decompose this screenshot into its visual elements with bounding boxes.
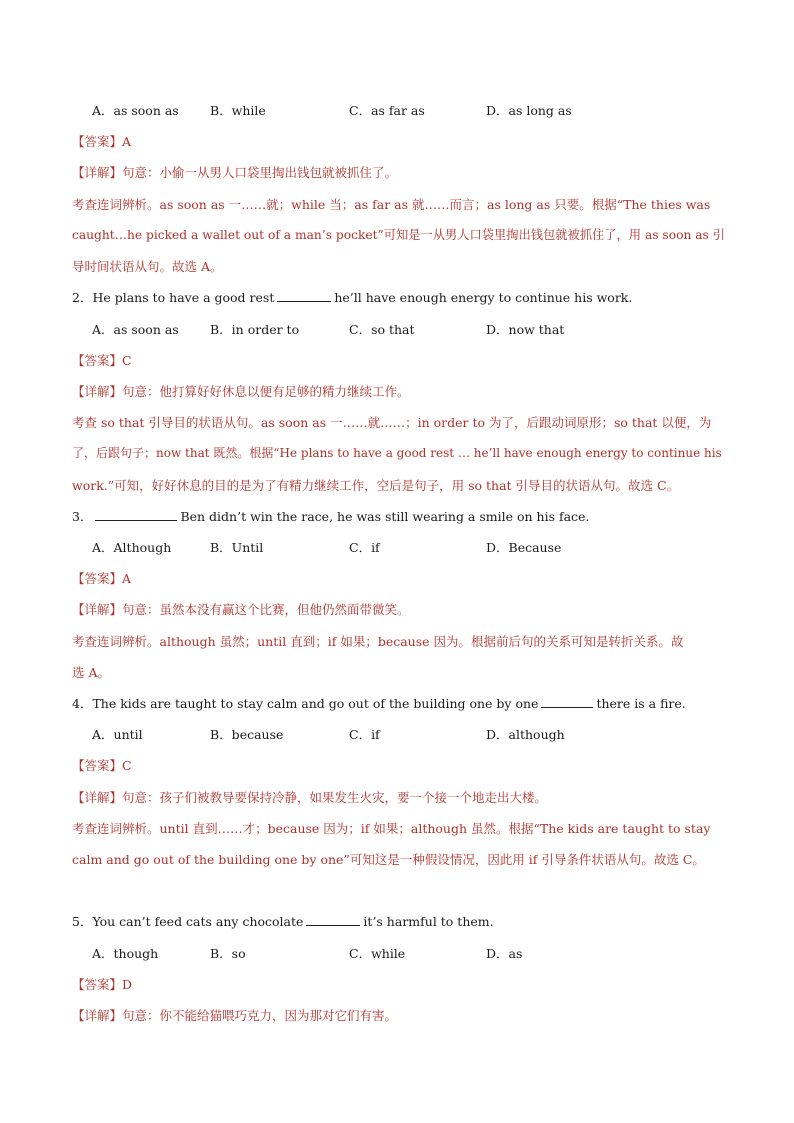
option-a: A．Although: [92, 540, 172, 555]
answer-blank: [541, 695, 593, 708]
analysis-line: 导时间状语从句。故选 A。: [72, 259, 223, 274]
option-a: A．as soon as: [92, 103, 179, 118]
meaning-text: 句意：你不能给猫喂巧克力，因为那对它们有害。: [122, 1008, 398, 1023]
answer-label: 【答案】: [72, 977, 123, 992]
option-d: D．Because: [486, 540, 562, 555]
meaning-text: 句意：虽然本没有赢这个比赛，但他仍然面带微笑。: [122, 602, 410, 617]
answer-label: 【答案】: [72, 134, 123, 149]
answer-blank: [95, 508, 177, 521]
answer-blank: [277, 289, 331, 302]
option-c: C．if: [349, 727, 380, 742]
analysis-line: caught…he picked a wallet out of a man’s pocket”可知是一从男人口袋里掏出钱包就被抓住了，用 as soon as 引: [72, 228, 725, 242]
option-d: D．although: [486, 727, 565, 742]
option-a: A．though: [92, 946, 159, 961]
options-q2: [92, 321, 732, 338]
answer-label: 【答案】: [72, 758, 123, 773]
question-stem: 3． Ben didn’t win the race, he was still wearing a smile on his face.: [72, 509, 590, 524]
question-stem: 2．He plans to have a good rest he’ll have enough energy to continue his work.: [72, 290, 633, 305]
answer-value: D: [122, 977, 133, 992]
answer-value: A: [122, 134, 132, 149]
answer-prev: [72, 133, 732, 150]
meaning-text: 句意：他打算好好休息以便有足够的精力继续工作。: [122, 384, 410, 399]
analysis-line: 了，后跟句子；now that 既然。根据“He plans to have a good rest … he’ll have enough energy to continue his: [72, 446, 722, 460]
option-b: B．Until: [210, 540, 264, 555]
detail-q4: [72, 789, 732, 806]
detail-label: 【详解】: [72, 165, 123, 180]
options-q4: [92, 726, 732, 743]
analysis-line: work.”可知，好好休息的目的是为了有精力继续工作，空后是句子，用 so that 引导目的状语从句。故选 C。: [72, 478, 680, 493]
meaning-text: 句意：孩子们被教导要保持冷静，如果发生火灾，要一个接一个地走出大楼。: [122, 790, 548, 805]
option-d: D．now that: [486, 322, 565, 337]
detail-q5: [72, 1007, 732, 1024]
options-q3: [92, 539, 732, 556]
answer-q2: [72, 352, 732, 369]
option-c: C．as far as: [349, 103, 425, 118]
analysis-line: 考查连词辨析。although 虽然；until 直到；if 如果；because 因为。根据前后句的关系可知是转折关系。故: [72, 634, 684, 649]
analysis-line: 考查连词辨析。until 直到……才；because 因为；if 如果；although 虽然。根据“The kids are taught to stay: [72, 821, 711, 836]
analysis-line: calm and go out of the building one by one”可知这是一种假设情况，因此用 if 引导条件状语从句。故选 C。: [72, 852, 705, 867]
detail-label: 【详解】: [72, 1008, 123, 1023]
analysis-line: 考查连词辨析。as soon as 一……就；while 当；as far as 就……而言；as long as 只要。根据“The thies was: [72, 197, 711, 212]
detail-label: 【详解】: [72, 602, 123, 617]
option-c: C．so that: [349, 322, 415, 337]
question-stem: 5．You can’t feed cats any chocolate it’s harmful to them.: [72, 914, 494, 929]
option-d: D．as long as: [486, 103, 572, 118]
meaning-text: 句意：小偷一从男人口袋里掏出钱包就被抓住了。: [122, 165, 398, 180]
option-b: B．while: [210, 103, 266, 118]
option-b: B．because: [210, 727, 284, 742]
option-b: B．in order to: [210, 322, 300, 337]
question-stem: 4．The kids are taught to stay calm and go out of the building one by one there is a fire.: [72, 696, 686, 711]
option-a: A．until: [92, 727, 143, 742]
answer-label: 【答案】: [72, 571, 123, 586]
options-prev: [92, 102, 732, 119]
analysis-line: 选 A。: [72, 665, 111, 680]
option-d: D．as: [486, 946, 523, 961]
option-a: A．as soon as: [92, 322, 179, 337]
detail-prev: [72, 164, 732, 181]
answer-value: A: [122, 571, 132, 586]
option-b: B．so: [210, 946, 246, 961]
answer-q3: [72, 570, 732, 587]
detail-q2: [72, 383, 732, 400]
detail-q3: [72, 601, 732, 618]
detail-label: 【详解】: [72, 790, 123, 805]
answer-blank: [306, 913, 360, 926]
options-q5: [92, 945, 732, 962]
analysis-line: 考查 so that 引导目的状语从句。as soon as 一……就……；in order to 为了，后跟动词原形；so that 以便，为: [72, 415, 712, 430]
answer-q5: [72, 976, 732, 993]
answer-label: 【答案】: [72, 353, 123, 368]
answer-q4: [72, 757, 732, 774]
answer-value: C: [122, 353, 132, 368]
detail-label: 【详解】: [72, 384, 123, 399]
answer-value: C: [122, 758, 132, 773]
option-c: C．if: [349, 540, 380, 555]
option-c: C．while: [349, 946, 406, 961]
